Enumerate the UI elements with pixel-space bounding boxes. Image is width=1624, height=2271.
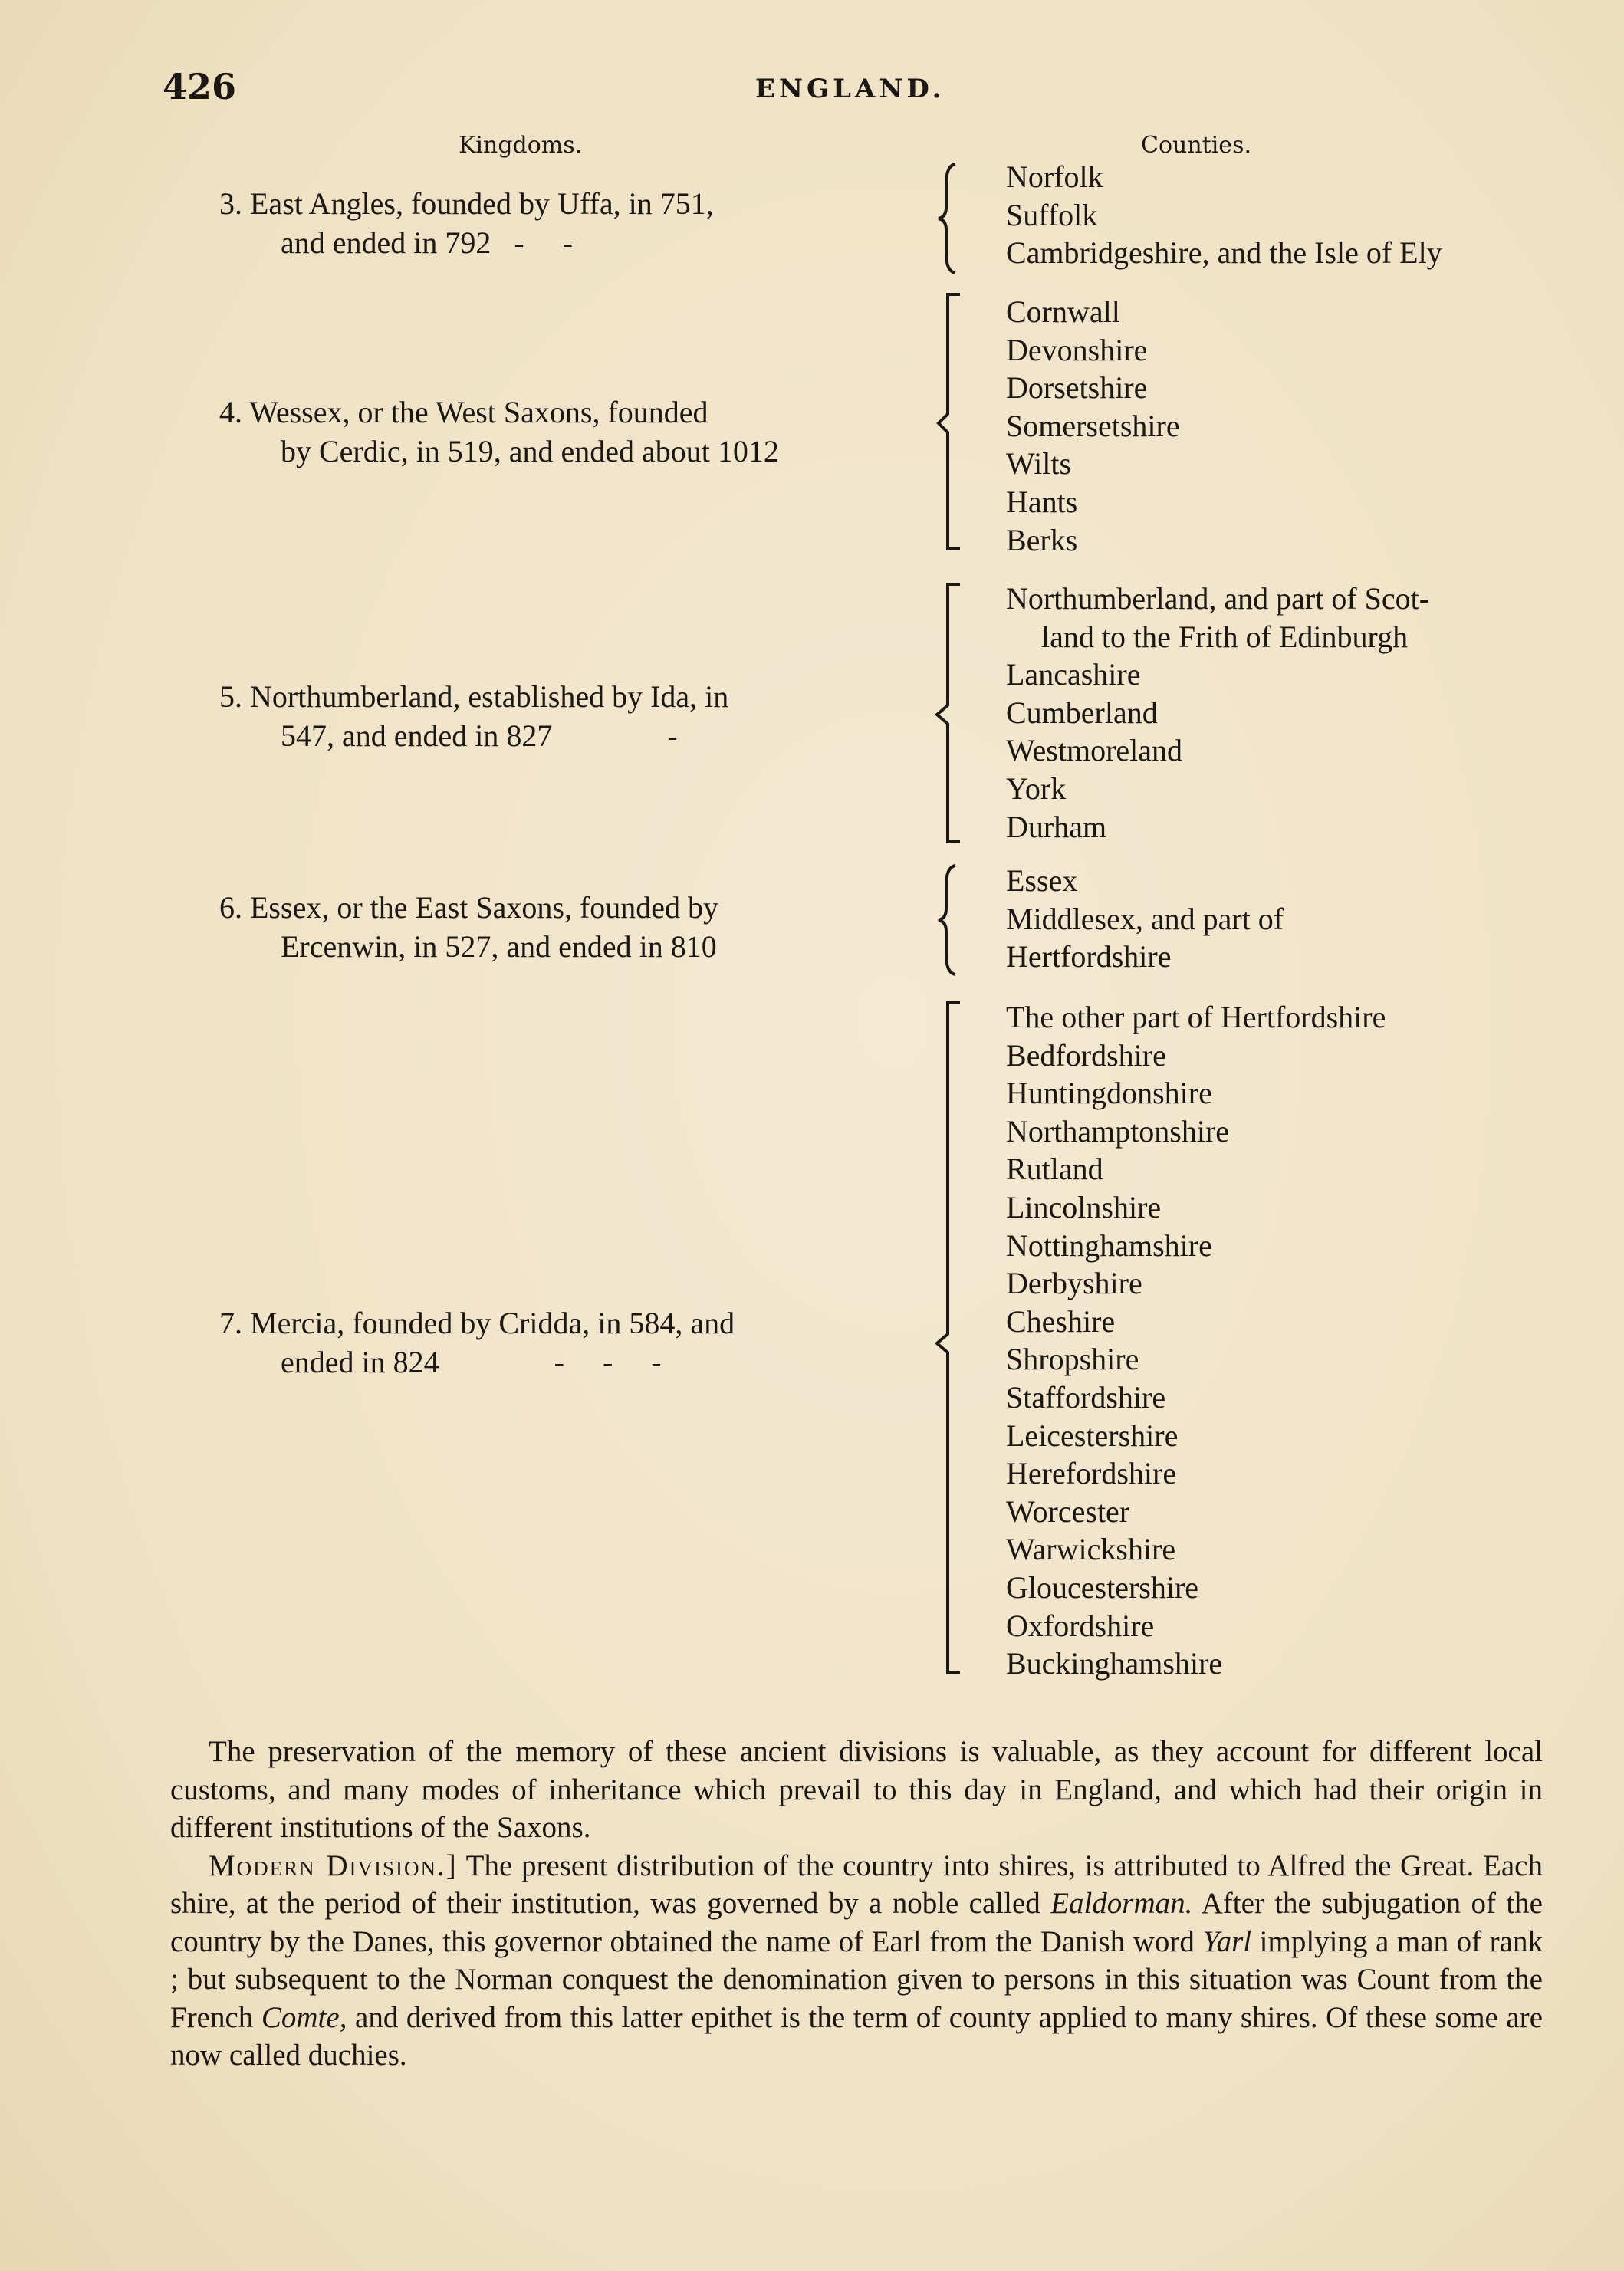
county-item: Durham (1006, 809, 1107, 844)
term-ealdorman: Ealdorman. (1050, 1887, 1193, 1920)
county-item: Cambridgeshire, and the Isle of Ely (1006, 235, 1442, 271)
page-number: 426 (163, 66, 237, 107)
kingdom-essex (219, 888, 909, 966)
dash-mark: - - (514, 225, 589, 260)
county-list-northumberland (1006, 580, 1429, 846)
county-item: Cumberland (1006, 695, 1158, 730)
kingdom-northumberland (219, 677, 909, 755)
county-item: York (1006, 771, 1067, 806)
term-yarl: Yarl (1202, 1924, 1252, 1958)
brace (932, 161, 963, 276)
county-item: land to the Frith of Edinburgh (1041, 619, 1409, 654)
kingdom-line: and ended in 792 - - (281, 225, 589, 260)
term-comte: Comte, (261, 2000, 347, 2034)
county-item: Huntingdonshire (1006, 1076, 1212, 1111)
county-item: The other part of Hertfordshire (1006, 1000, 1386, 1034)
county-item: Hants (1006, 484, 1078, 519)
brace (932, 863, 963, 978)
county-item: Westmoreland (1006, 733, 1183, 768)
county-item: Lancashire (1006, 657, 1141, 692)
county-item: Northamptonshire (1006, 1113, 1230, 1149)
county-item: Wilts (1006, 446, 1072, 481)
county-item: Herefordshire (1006, 1456, 1177, 1491)
county-item: Berks (1006, 522, 1078, 557)
county-item: Rutland (1006, 1152, 1103, 1187)
kingdom-line: by Cerdic, in 519, and ended about 1012 (281, 434, 779, 468)
dash-mark: - - - (554, 1345, 677, 1379)
county-item: Leicestershire (1006, 1418, 1179, 1453)
county-item: Shropshire (1006, 1342, 1139, 1377)
county-item: Suffolk (1006, 197, 1098, 232)
kingdom-line: 7. Mercia, founded by Cridda, in 584, and (219, 1306, 735, 1340)
section-heading: Modern Division.] (209, 1849, 458, 1882)
county-item: Warwickshire (1006, 1532, 1176, 1567)
brace (932, 581, 963, 845)
kingdom-line: 547, and ended in 827 - (281, 718, 693, 753)
body-text (170, 1733, 1543, 2075)
county-item: Staffordshire (1006, 1379, 1166, 1415)
county-item: Worcester (1006, 1494, 1130, 1529)
kingdom-line: 6. Essex, or the East Saxons, founded by (219, 890, 719, 925)
county-item: Devonshire (1006, 332, 1148, 367)
county-item: Oxfordshire (1006, 1608, 1155, 1643)
kingdom-wessex (219, 393, 909, 471)
county-item: Bedfordshire (1006, 1037, 1166, 1073)
county-item: Northumberland, and part of Scot- (1006, 581, 1430, 616)
counties-column-header: Counties. (1141, 132, 1251, 159)
running-title: ENGLAND. (755, 74, 945, 104)
paragraph-modern-division: Modern Division.] The present distribution of the country into shires, is attributed to Alfred the Great. Each shire, at the period of their institution, was governed by a noble called Ealdorman. After the subjugation of the country by the Danes, this governor obtained the name of Earl from the Danish word Yarl implying a man of rank ; but subsequent to the Norman conquest the denomination given to persons in this situation was Count from the French Comte, and derived from this latter epithet is the term of county applied to many shires. Of these some are now called duchies. (170, 1849, 1543, 2072)
county-item: Essex (1006, 863, 1078, 898)
county-item: Gloucestershire (1006, 1569, 1199, 1605)
county-list-mercia (1006, 998, 1386, 1683)
dash-mark: - (667, 718, 693, 753)
kingdom-line: Ercenwin, in 527, and ended in 810 (281, 929, 717, 964)
county-item: Cornwall (1006, 294, 1120, 329)
county-item: Lincolnshire (1006, 1189, 1162, 1224)
brace (932, 1000, 963, 1676)
county-item: Somersetshire (1006, 408, 1180, 443)
kingdom-east-angles (219, 184, 909, 262)
kingdom-line: 4. Wessex, or the West Saxons, founded (219, 395, 708, 429)
county-list-east-angles (1006, 158, 1442, 272)
county-item: Norfolk (1006, 159, 1103, 194)
county-item: Middlesex, and part of (1006, 901, 1284, 936)
county-list-wessex (1006, 293, 1180, 559)
county-item: Derbyshire (1006, 1266, 1142, 1301)
county-list-essex (1006, 862, 1284, 976)
kingdom-mercia (219, 1303, 909, 1382)
paragraph-preservation: The preservation of the memory of these ancient divisions is valuable, as they account for different local customs, and many modes of inheritance which prevail to this day in England, and which had their origin in different institutions of the Saxons. (170, 1735, 1543, 1844)
county-item: Dorsetshire (1006, 370, 1148, 406)
kingdom-line: ended in 824 - - - (281, 1345, 677, 1379)
county-item: Hertfordshire (1006, 939, 1172, 974)
kingdom-line: 3. East Angles, founded by Uffa, in 751, (219, 186, 714, 221)
brace (932, 291, 963, 552)
kingdoms-column-header: Kingdoms. (459, 132, 583, 159)
kingdom-line: 5. Northumberland, established by Ida, in (219, 679, 729, 714)
county-item: Buckinghamshire (1006, 1646, 1223, 1681)
county-item: Cheshire (1006, 1303, 1116, 1339)
county-item: Nottinghamshire (1006, 1228, 1212, 1263)
